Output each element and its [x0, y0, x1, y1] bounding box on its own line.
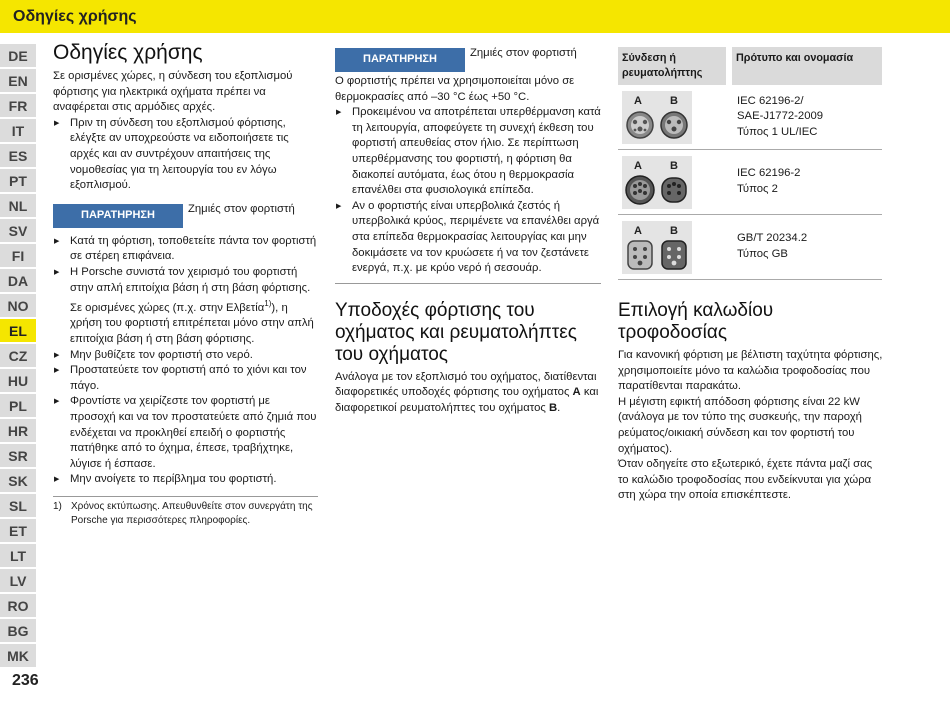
image-label-a: A: [634, 94, 642, 107]
language-tab-pl[interactable]: PL: [0, 394, 36, 417]
language-tab-lv[interactable]: LV: [0, 569, 36, 592]
image-label-a: A: [634, 224, 642, 237]
language-tab-sl[interactable]: SL: [0, 494, 36, 517]
language-tab-fi[interactable]: FI: [0, 244, 36, 267]
image-label-b: B: [670, 159, 678, 172]
type2-connector-image: [622, 156, 692, 209]
list-item: ▶ Μην βυθίζετε τον φορτιστή στο νερό.: [53, 348, 318, 364]
table-row: [618, 85, 882, 150]
paragraph-text: .: [557, 401, 561, 414]
list-item-text: Η Porsche συνιστά τον χειρισμό του φορτιστή στην απλή επιτοίχια βάση ή στη βάση φόρτισης. Σε ορισμένες χώρες (π.χ. στην Ελβετία: [70, 265, 311, 314]
standard-line: SAE-J1772-2009: [737, 110, 824, 123]
language-tab-en[interactable]: EN: [0, 69, 36, 92]
list-item: ▶ Προστατεύετε τον φορτιστή από το χιόνι και τον πάγο.: [53, 363, 318, 394]
list-item: ▶ Φροντίστε να χειρίζεστε τον φορτιστή με προσοχή και να τον προστατεύετε από ζημιά που ενδέχεται να προκληθεί επειδή ο φορτιστής πατήθηκε από το όχημα, έπεσε, τραβήχτηκε, λύγισε ή έσπασε.: [53, 394, 318, 472]
table-cell-standard: [729, 150, 882, 215]
image-label-b: B: [670, 224, 678, 237]
intro-paragraph: Σε ορισμένες χώρες, η σύνδεση του εξοπλισμού φόρτισης για ηλεκτρικά οχήματα πρέπει να αναφέρεται στις αρμόδιες αρχές.: [53, 70, 293, 114]
language-tab-it[interactable]: IT: [0, 119, 36, 142]
connectors-paragraph: [335, 370, 601, 417]
table-header-connection: Σύνδεση ή ρευματολήπτης: [618, 47, 729, 85]
standard-line: Τύπος GB: [737, 248, 788, 260]
language-tab-fr[interactable]: FR: [0, 94, 36, 117]
gb-connector-image: [622, 221, 692, 274]
language-tab-et[interactable]: ET: [0, 519, 36, 542]
header-title: Οδηγίες χρήσης: [13, 7, 137, 25]
header-bar: [0, 0, 950, 33]
note-box: [335, 48, 601, 72]
bullet-list-temperature: [335, 105, 601, 277]
language-tab-hu[interactable]: HU: [0, 369, 36, 392]
section-heading-cable: Επιλογή καλωδίου τροφοδοσίας: [618, 300, 774, 343]
cable-paragraph: Για κανονική φόρτιση με βέλτιστη ταχύτητα φόρτισης, χρησιμοποιείτε μόνο τα καλώδια τροφοδοσίας που παρατίθενται παρακάτω.: [618, 349, 883, 393]
list-item: ▶ Πριν τη σύνδεση του εξοπλισμού φόρτισης, ελέγξτε αν υποχρεούστε να ειδοποιήσετε τις αρχές και αν συντρέχουν απαιτήσεις της νομοθεσίας για τη λειτουργία του εν λόγω εξοπλισμού.: [53, 116, 318, 194]
note-title: Ζημιές στον φορτιστή: [188, 202, 295, 215]
standard-line: Τύπος 1 UL/IEC: [737, 125, 818, 138]
language-tab-el[interactable]: EL: [0, 319, 36, 342]
language-tab-hr[interactable]: HR: [0, 419, 36, 442]
language-tab-sk[interactable]: SK: [0, 469, 36, 492]
standard-line: GB/T 20234.2: [737, 232, 808, 245]
list-item: ▶ Κατά τη φόρτιση, τοποθετείτε πάντα τον φορτιστή σε στέρεη επιφάνεια.: [53, 234, 318, 265]
language-tab-pt[interactable]: PT: [0, 169, 36, 192]
section-heading-connectors: Υποδοχές φόρτισης του οχήματος και ρευματολήπτες του οχήματος: [335, 299, 577, 365]
language-tab-sv[interactable]: SV: [0, 219, 36, 242]
language-tab-mk[interactable]: MK: [0, 644, 36, 667]
image-label-b: B: [670, 94, 678, 107]
language-tab-da[interactable]: DA: [0, 269, 36, 292]
table-cell-standard: [729, 215, 882, 280]
image-label-a: A: [634, 159, 642, 172]
table-header-row: [618, 47, 882, 85]
page-number: 236: [12, 672, 39, 689]
column-charger-and-connectors: [335, 48, 601, 417]
table-cell-image: [618, 215, 729, 280]
list-item: [53, 265, 318, 348]
language-tab-bg[interactable]: BG: [0, 619, 36, 642]
language-tab-ro[interactable]: RO: [0, 594, 36, 617]
list-item: ▶ Προκειμένου να αποτρέπεται υπερθέρμανση κατά τη λειτουργία, αποφεύγετε τη συνεχή έκθεση του φορτιστή απευθείας στον ήλιο. Σε περίπτωση υπερθέρμανσης του φορτιστή, η φόρτιση θα διακοπεί αυτόματα, έως ότου η θερμοκρασία επανέλθει στα φυσιολογικά επίπεδα.: [335, 105, 601, 199]
column-usage-instructions: [53, 41, 318, 528]
language-tab-no[interactable]: NO: [0, 294, 36, 317]
table-header-standard: Πρότυπο και ονομασία: [729, 47, 882, 85]
divider: [335, 283, 601, 284]
footnote-text: Χρόνος εκτύπωσης. Απευθυνθείτε στον συνεργάτη της Porsche για περισσότερες πληροφορίες.: [71, 501, 313, 527]
note-box: [53, 204, 318, 228]
table-row: [618, 150, 882, 215]
cable-paragraph: Η μέγιστη εφικτή απόδοση φόρτισης είναι 22 kW (ανάλογα με τον τύπο της συσκευής, την παροχή ρεύματος/οικιακή σύνδεση και τον φορτιστή του οχήματος).: [618, 395, 862, 455]
standard-line: IEC 62196-2: [737, 167, 801, 180]
footnote: [53, 496, 318, 528]
table-cell-image: [618, 150, 729, 215]
language-tab-es[interactable]: ES: [0, 144, 36, 167]
language-tab-cz[interactable]: CZ: [0, 344, 36, 367]
footnote-reference: 1): [264, 299, 272, 309]
note-label: ΠΑΡΑΤΗΡΗΣΗ: [53, 204, 183, 228]
note-title: Ζημιές στον φορτιστή: [470, 47, 577, 59]
bullet-list-charger-care: [53, 234, 318, 488]
language-tab-nl[interactable]: NL: [0, 194, 36, 217]
table-cell-image: [618, 85, 729, 150]
cable-paragraph: Όταν οδηγείτε στο εξωτερικό, έχετε πάντα μαζί σας το καλώδιο τροφοδοσίας που ενδείκνυται για χώρα στη χώρα την οποία επισκέπτεστε.: [618, 458, 873, 502]
table-cell-standard: [729, 85, 882, 150]
list-item: ▶ Μην ανοίγετε το περίβλημα του φορτιστή.: [53, 472, 318, 488]
language-tab-lt[interactable]: LT: [0, 544, 36, 567]
list-item: ▶ Αν ο φορτιστής είναι υπερβολικά ζεστός ή υπερβολικά κρύος, περιμένετε να επανέλθει αργά στα επίπεδα θερμοκρασίας λειτουργίας και μην δοκιμάσετε να τον κρυώσετε ή να τον ζεστάνετε ενεργά, π.χ. με κρύο νερό ή σεσουάρ.: [335, 199, 601, 277]
connector-table: [618, 47, 882, 280]
temperature-paragraph: Ο φορτιστής πρέπει να χρησιμοποιείται μόνο σε θερμοκρασίες από –30 °C έως +50 °C.: [335, 75, 575, 103]
footnote-mark: 1): [53, 501, 62, 513]
bullet-list-intro: [53, 116, 318, 194]
paragraph-text: Ανάλογα με τον εξοπλισμό του οχήματος, διατίθενται διαφορετικές υποδοχές φόρτισης του οχήματος: [335, 370, 597, 399]
language-tab-de[interactable]: DE: [0, 44, 36, 67]
type1-connector-image: [622, 91, 692, 144]
table-row: [618, 215, 882, 280]
column-table-and-cable: [618, 47, 884, 504]
note-label: ΠΑΡΑΤΗΡΗΣΗ: [335, 48, 465, 72]
standard-line: Τύπος 2: [737, 183, 778, 195]
label-a: A: [572, 386, 581, 399]
section-heading-usage: Οδηγίες χρήσης: [53, 41, 203, 64]
paragraph-text: και διαφορετικοί ρευματολήπτες του οχήματος: [335, 386, 599, 414]
language-tab-sr[interactable]: SR: [0, 444, 36, 467]
standard-line: IEC 62196-2/: [737, 94, 804, 107]
language-index: [0, 44, 36, 669]
label-b: B: [548, 401, 558, 414]
list-item-text-continued: ), η χρήση του φορτιστή επιτρέπεται μόνο στην απλή επιτοίχια βάση ή στη βάση φόρτισης.: [70, 301, 314, 346]
